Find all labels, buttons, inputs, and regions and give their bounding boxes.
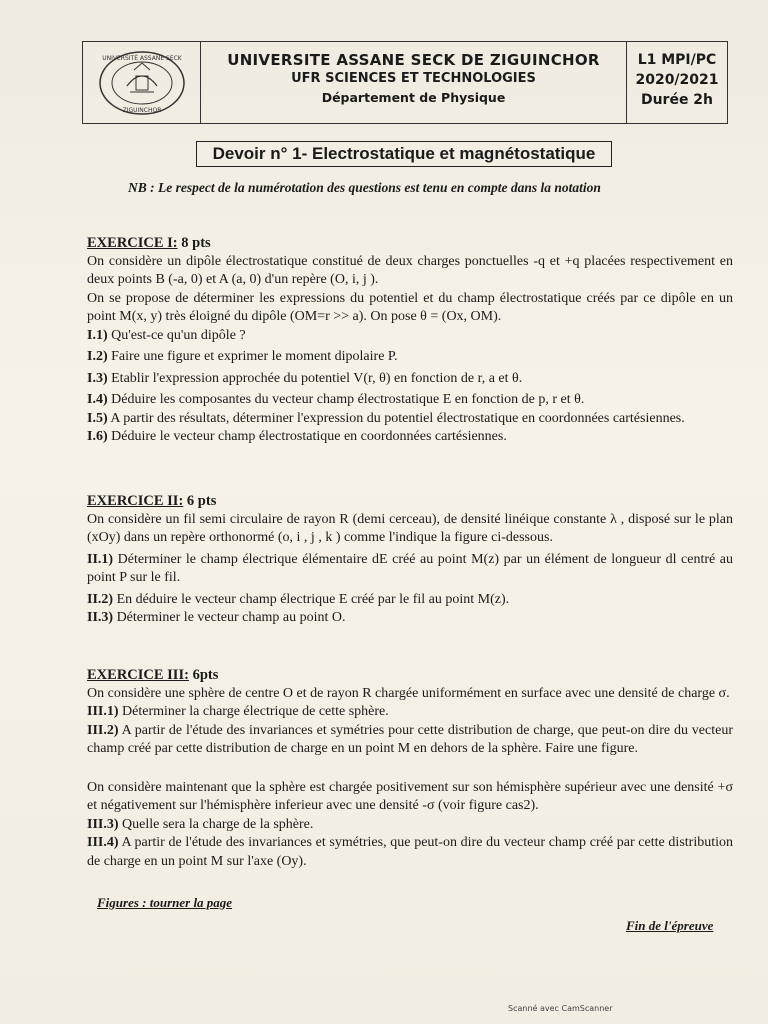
question-i2: I.2) Faire une figure et exprimer le moment dipolaire P.	[87, 349, 398, 364]
level-label: L1 MPI/PC	[637, 52, 717, 68]
exam-header	[82, 41, 728, 124]
logo-text-bottom: ZIGUINCHOR	[122, 106, 161, 114]
figures-note: Figures : tourner la page	[97, 895, 233, 910]
question-iii4: III.4) A partir de l'étude des invariances et symétries, que peut-on dire du vecteur champ créé par cette distribution de charge en un point M sur l'axe (Oy).	[87, 835, 733, 869]
end-note: Fin de l'épreuve	[626, 918, 714, 933]
exam-title: Devoir n° 1- Electrostatique et magnétostatique	[196, 141, 612, 167]
exercise-2-intro: On considère un fil semi circulaire de rayon R (demi cerceau), de densité linéique constante λ , disposé sur le plan (xOy) dans un repère orthonormé (o, i , j , k ) comme l'indique la figure ci-dessous.	[87, 511, 733, 545]
exercise-1-heading: EXERCICE I: 8 pts	[87, 235, 211, 251]
question-ii2: II.2) En déduire le vecteur champ électrique E créé par le fil au point M(z).	[87, 591, 510, 607]
question-iii1: III.1) Déterminer la charge électrique de cette sphère.	[87, 704, 389, 719]
ufr-name: UFR SCIENCES ET TECHNOLOGIES	[291, 71, 536, 86]
scanner-watermark: Scanné avec CamScanner	[508, 1004, 613, 1013]
logo-text-top: UNIVERSITÉ ASSANE SECK	[101, 54, 182, 62]
exercise-1	[87, 234, 733, 447]
question-ii3: II.3) Déterminer le vecteur champ au point O.	[87, 610, 346, 625]
exercise-3-intro: On considère une sphère de centre O et de rayon R chargée uniformément en surface avec une densité de charge σ.	[87, 685, 730, 701]
question-i6: I.6) Déduire le vecteur champ électrostatique en coordonnées cartésiennes.	[87, 429, 507, 444]
nb-note: NB : Le respect de la numérotation des questions est tenu en compte dans la notation	[128, 180, 601, 195]
question-i5: I.5) A partir des résultats, déterminer l'expression du potentiel électrostatique en coordonnées cartésiennes.	[87, 410, 685, 426]
exercise-3-intro-2: On considère maintenant que la sphère est chargée positivement sur son hémisphère supérieur avec une densité +σ et négativement sur l'hémisphère inferieur avec une densité -σ (voir figure cas2).	[87, 779, 733, 813]
question-iii3: III.3) Quelle sera la charge de la sphère.	[87, 816, 314, 832]
question-i3: I.3) Etablir l'expression approchée du potentiel V(r, θ) en fonction de r, a et θ.	[87, 370, 523, 386]
year-label: 2020/2021	[635, 72, 719, 88]
exercise-1-intro-2: On se propose de déterminer les expressions du potentiel et du champ électrostatique créés par ce dipôle en un point M(x, y) très éloigné du dipôle (OM=r >> a). On pose θ = (Ox, OM).	[87, 290, 733, 324]
university-seal-icon	[96, 48, 188, 118]
question-ii1: II.1) Déterminer le champ électrique élémentaire dE créé au point M(z) par un élément de longueur dl centré au point P sur le fil.	[87, 551, 733, 585]
university-name: UNIVERSITE ASSANE SECK DE ZIGUINCHOR	[227, 51, 600, 69]
exercise-1-intro-1: On considère un dipôle électrostatique constitué de deux charges ponctuelles -q et +q placées respectivement en deux points B (-a, 0) et A (a, 0) d'un repère (O, i, j ).	[87, 253, 733, 287]
department-name: Département de Physique	[321, 90, 506, 105]
university-cell	[201, 42, 627, 123]
exam-info-cell	[627, 42, 727, 123]
exercise-2	[87, 492, 733, 628]
duration-label: Durée 2h	[640, 92, 714, 108]
question-i4: I.4) Déduire les composantes du vecteur champ électrostatique E en fonction de p, r et θ.	[87, 392, 585, 407]
question-i1: I.1) Qu'est-ce qu'un dipôle ?	[87, 327, 246, 343]
university-logo-cell	[83, 42, 201, 123]
exercise-3	[87, 666, 733, 871]
exercise-3-heading: EXERCICE III: 6pts	[87, 667, 219, 683]
question-iii2: III.2) A partir de l'étude des invariances et symétries pour cette distribution de charge, que peut-on dire du vecteur champ créé par cette distribution de charge en un point M en dehors de la sphère. Faire une figure.	[87, 722, 733, 756]
exercise-2-heading: EXERCICE II: 6 pts	[87, 493, 217, 509]
